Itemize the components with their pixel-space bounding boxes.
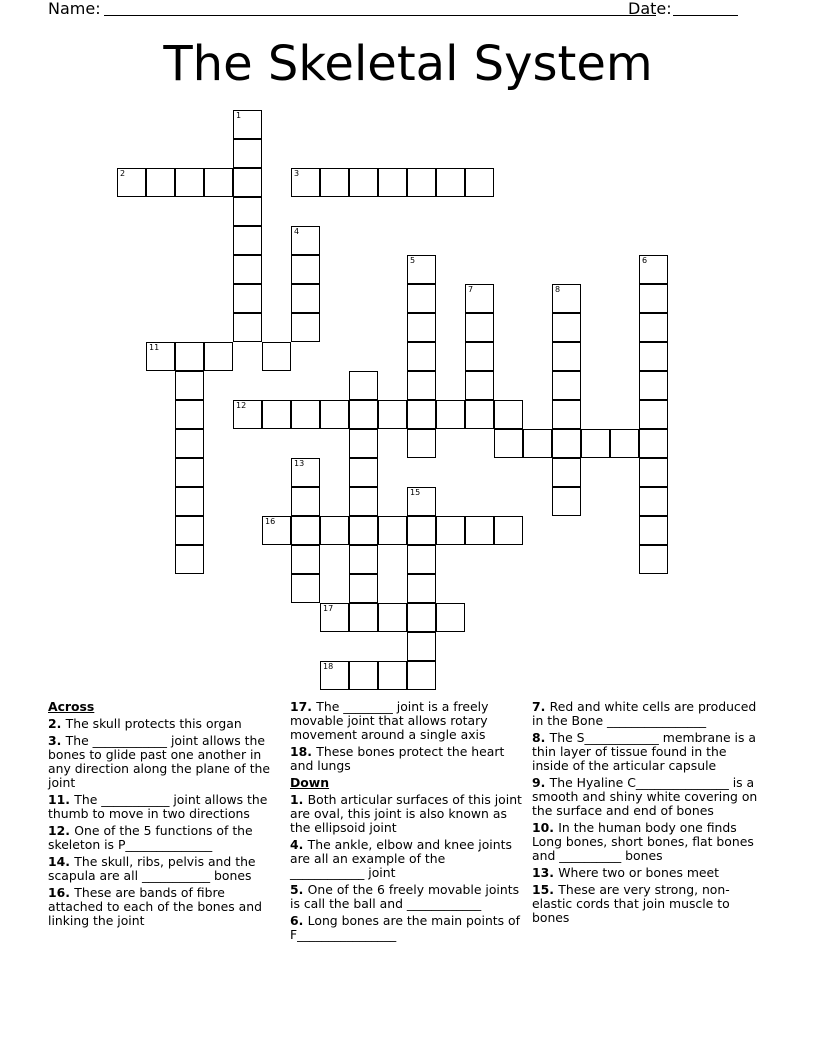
clue (48, 793, 280, 821)
grid-cell[interactable] (465, 400, 494, 429)
clue-number: 15. (532, 882, 554, 897)
grid-cell[interactable] (291, 458, 320, 487)
cell-number: 18 (323, 662, 334, 671)
grid-cell[interactable] (639, 516, 668, 545)
cell-number: 11 (149, 343, 160, 352)
grid-cell[interactable] (407, 603, 436, 632)
clue-column-2 (290, 700, 522, 945)
grid-cell[interactable] (552, 458, 581, 487)
grid-cell[interactable] (349, 603, 378, 632)
cell-number: 2 (120, 169, 126, 178)
clue-text: These bones protect the heart and lungs (290, 744, 505, 773)
grid-cell[interactable] (175, 516, 204, 545)
grid-cell[interactable] (639, 545, 668, 574)
clue (532, 883, 764, 925)
grid-cell[interactable] (349, 371, 378, 400)
clue-number: 9. (532, 775, 546, 790)
grid-cell[interactable] (349, 661, 378, 690)
grid-cell[interactable] (581, 429, 610, 458)
cell-number: 8 (555, 285, 561, 294)
grid-cell[interactable] (407, 632, 436, 661)
grid-cell[interactable] (494, 400, 523, 429)
grid-cell[interactable] (146, 168, 175, 197)
clue-text: In the human body one finds Long bones, short bones, flat bones and __________ bones (532, 820, 754, 863)
date-label: Date: (628, 0, 672, 18)
grid-cell[interactable] (465, 313, 494, 342)
clue (48, 734, 280, 790)
grid-cell[interactable] (552, 429, 581, 458)
name-label: Name: (48, 0, 101, 18)
clue-text: Red and white cells are produced in the Bone ________________ (532, 699, 757, 728)
clue-column-1 (48, 700, 280, 931)
clue-text: The Hyaline C_______________ is a smooth and shiny white covering on the surface and end of bones (532, 775, 758, 818)
grid-cell[interactable] (349, 458, 378, 487)
cell-number: 17 (323, 604, 334, 613)
grid-cell[interactable] (407, 255, 436, 284)
clue-text: These are bands of fibre attached to each of the bones and linking the joint (48, 885, 262, 928)
grid-cell[interactable] (204, 342, 233, 371)
clue (532, 731, 764, 773)
clue-text: The ankle, elbow and knee joints are all an example of the ____________ joint (290, 837, 512, 880)
grid-cell[interactable] (291, 313, 320, 342)
cell-number: 6 (642, 256, 648, 265)
grid-cell[interactable] (233, 400, 262, 429)
grid-cell[interactable] (204, 168, 233, 197)
grid-cell[interactable] (349, 400, 378, 429)
clue-text: Where two or bones meet (558, 865, 720, 880)
clue (532, 700, 764, 728)
grid-cell[interactable] (610, 429, 639, 458)
clue-text: One of the 6 freely movable joints is call the ball and ____________ (290, 882, 520, 911)
grid-cell[interactable] (436, 168, 465, 197)
clue-text: The skull, ribs, pelvis and the scapula are all ___________ bones (48, 854, 256, 883)
grid-cell[interactable] (494, 429, 523, 458)
grid-cell[interactable] (291, 574, 320, 603)
grid-cell[interactable] (552, 487, 581, 516)
grid-cell[interactable] (552, 400, 581, 429)
clue (290, 914, 522, 942)
grid-cell[interactable] (465, 342, 494, 371)
clue (532, 776, 764, 818)
grid-cell[interactable] (349, 545, 378, 574)
grid-cell[interactable] (262, 342, 291, 371)
grid-cell[interactable] (175, 342, 204, 371)
grid-cell[interactable] (639, 255, 668, 284)
grid-cell[interactable] (465, 516, 494, 545)
clue-number: 1. (290, 792, 304, 807)
clue-text: The ________ joint is a freely movable joint that allows rotary movement around a single axis (290, 699, 489, 742)
grid-cell[interactable] (175, 168, 204, 197)
clue-number: 8. (532, 730, 546, 745)
grid-cell[interactable] (639, 313, 668, 342)
grid-cell[interactable] (175, 400, 204, 429)
cell-number: 7 (468, 285, 474, 294)
grid-cell[interactable] (233, 168, 262, 197)
grid-cell[interactable] (407, 661, 436, 690)
grid-cell[interactable] (320, 168, 349, 197)
clue-text: These are very strong, non-elastic cords that join muscle to bones (532, 882, 730, 925)
clue-text: The skull protects this organ (65, 716, 242, 731)
grid-cell[interactable] (233, 197, 262, 226)
grid-cell[interactable] (407, 516, 436, 545)
clue-number: 10. (532, 820, 554, 835)
grid-cell[interactable] (291, 516, 320, 545)
grid-cell[interactable] (175, 429, 204, 458)
grid-cell[interactable] (494, 516, 523, 545)
grid-cell[interactable] (378, 603, 407, 632)
cell-number: 16 (265, 517, 276, 526)
clue (48, 855, 280, 883)
grid-cell[interactable] (552, 284, 581, 313)
cell-number: 3 (294, 169, 300, 178)
clue (48, 824, 280, 852)
clue-number: 2. (48, 716, 62, 731)
grid-cell[interactable] (407, 313, 436, 342)
grid-cell[interactable] (407, 342, 436, 371)
grid-cell[interactable] (407, 400, 436, 429)
clue-text: The ___________ joint allows the thumb to move in two directions (48, 792, 268, 821)
grid-cell[interactable] (320, 661, 349, 690)
clue-column-3 (532, 700, 764, 928)
grid-cell[interactable] (407, 429, 436, 458)
grid-cell[interactable] (639, 342, 668, 371)
clue (532, 821, 764, 863)
cell-number: 4 (294, 227, 300, 236)
clue-text: Both articular surfaces of this joint are oval, this joint is also known as the ellipsoid joint (290, 792, 522, 835)
grid-cell[interactable] (146, 342, 175, 371)
grid-cell[interactable] (291, 400, 320, 429)
clue (290, 793, 522, 835)
grid-cell[interactable] (378, 400, 407, 429)
clue (48, 886, 280, 928)
grid-cell[interactable] (552, 371, 581, 400)
grid-cell[interactable] (175, 545, 204, 574)
grid-cell[interactable] (233, 139, 262, 168)
cell-number: 5 (410, 256, 416, 265)
cell-number: 13 (294, 459, 305, 468)
across-heading: Across (48, 699, 95, 714)
cell-number: 15 (410, 488, 421, 497)
grid-cell[interactable] (552, 342, 581, 371)
grid-cell[interactable] (378, 168, 407, 197)
clue-text: The S____________ membrane is a thin layer of tissue found in the inside of the articular capsule (532, 730, 756, 773)
clue-number: 16. (48, 885, 70, 900)
clue (290, 838, 522, 880)
grid-cell[interactable] (233, 284, 262, 313)
grid-cell[interactable] (233, 226, 262, 255)
grid-cell[interactable] (291, 545, 320, 574)
clue-number: 17. (290, 699, 312, 714)
grid-cell[interactable] (465, 371, 494, 400)
grid-cell[interactable] (639, 371, 668, 400)
grid-cell[interactable] (175, 458, 204, 487)
clue-number: 6. (290, 913, 304, 928)
grid-cell[interactable] (552, 313, 581, 342)
clue (290, 883, 522, 911)
grid-cell[interactable] (175, 371, 204, 400)
grid-cell[interactable] (407, 487, 436, 516)
grid-cell[interactable] (407, 574, 436, 603)
grid-cell[interactable] (233, 110, 262, 139)
clue-text: The ____________ joint allows the bones to glide past one another in any direction along the plane of the joint (48, 733, 271, 790)
grid-cell[interactable] (349, 429, 378, 458)
grid-cell[interactable] (523, 429, 552, 458)
page-title: The Skeletal System (163, 36, 653, 92)
grid-cell[interactable] (320, 400, 349, 429)
grid-cell[interactable] (320, 516, 349, 545)
clue (532, 866, 764, 880)
grid-cell[interactable] (378, 661, 407, 690)
grid-cell[interactable] (349, 574, 378, 603)
clue-number: 11. (48, 792, 70, 807)
clue-number: 5. (290, 882, 304, 897)
clue (290, 745, 522, 773)
grid-cell[interactable] (639, 429, 668, 458)
grid-cell[interactable] (639, 284, 668, 313)
grid-cell[interactable] (291, 487, 320, 516)
grid-cell[interactable] (407, 284, 436, 313)
grid-cell[interactable] (465, 168, 494, 197)
grid-cell[interactable] (378, 516, 407, 545)
grid-cell[interactable] (320, 603, 349, 632)
grid-cell[interactable] (117, 168, 146, 197)
grid-cell[interactable] (291, 284, 320, 313)
clue-number: 4. (290, 837, 304, 852)
grid-cell[interactable] (407, 168, 436, 197)
grid-cell[interactable] (291, 168, 320, 197)
clue-text: One of the 5 functions of the skeleton is P______________ (48, 823, 253, 852)
grid-cell[interactable] (436, 516, 465, 545)
grid-cell[interactable] (262, 400, 291, 429)
grid-cell[interactable] (465, 284, 494, 313)
cell-number: 12 (236, 401, 247, 410)
grid-cell[interactable] (291, 255, 320, 284)
grid-cell[interactable] (407, 371, 436, 400)
clue-number: 3. (48, 733, 62, 748)
down-heading: Down (290, 775, 330, 790)
clue-number: 14. (48, 854, 70, 869)
grid-cell[interactable] (407, 545, 436, 574)
grid-cell[interactable] (175, 487, 204, 516)
grid-cell[interactable] (436, 603, 465, 632)
clue (290, 700, 522, 742)
grid-cell[interactable] (349, 487, 378, 516)
grid-cell[interactable] (639, 458, 668, 487)
clue-number: 18. (290, 744, 312, 759)
grid-cell[interactable] (233, 313, 262, 342)
clue-number: 13. (532, 865, 554, 880)
grid-cell[interactable] (639, 400, 668, 429)
grid-cell[interactable] (262, 516, 291, 545)
clue-number: 7. (532, 699, 546, 714)
grid-cell[interactable] (349, 516, 378, 545)
grid-cell[interactable] (436, 400, 465, 429)
clue (48, 717, 280, 731)
clue-number: 12. (48, 823, 70, 838)
grid-cell[interactable] (639, 487, 668, 516)
grid-cell[interactable] (291, 226, 320, 255)
grid-cell[interactable] (349, 168, 378, 197)
grid-cell[interactable] (233, 255, 262, 284)
clue-text: Long bones are the main points of F________________ (290, 913, 520, 942)
cell-number: 1 (236, 111, 242, 120)
